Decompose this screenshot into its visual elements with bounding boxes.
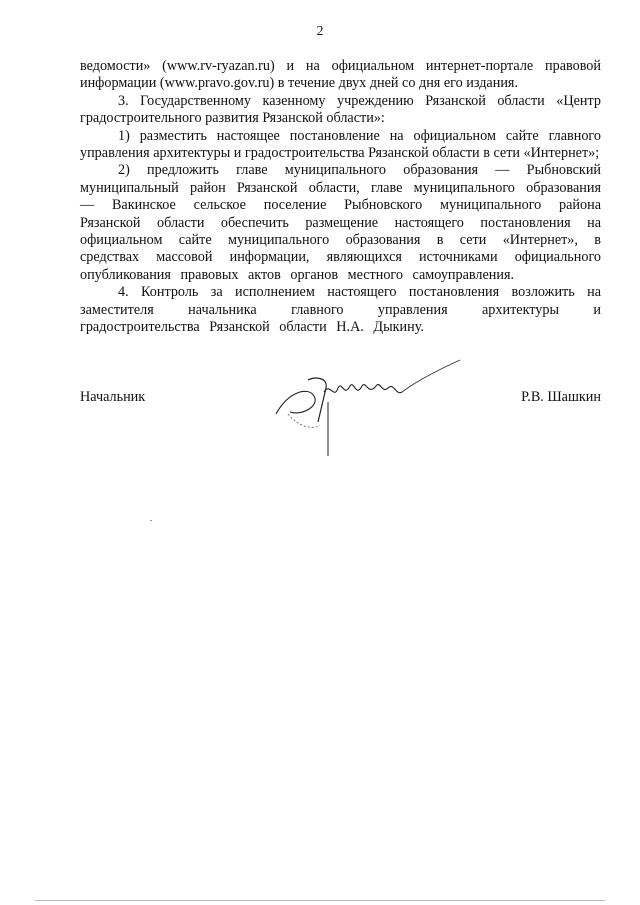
page-number: 2 bbox=[316, 24, 324, 39]
paragraph-continuation: ведомости» (www.rv-ryazan.ru) и на официальном интернет-портале правовой информации (www.pravo.gov.ru) в течение двух дней со дня его издания. bbox=[80, 58, 601, 92]
document-body bbox=[80, 58, 601, 337]
handwritten-signature bbox=[268, 352, 468, 462]
paragraph-item-3: 3. Государственному казенному учреждению Рязанской области «Центр градостроительного развития Рязанской области»: bbox=[80, 92, 601, 127]
signer-name: Р.В. Шашкин bbox=[521, 389, 601, 405]
scan-artifact bbox=[150, 520, 152, 521]
signer-position: Начальник bbox=[80, 389, 146, 405]
paragraph-item-3-2: 2) предложить главе муниципального образования — Рыбновский муниципальный район Рязанской области, главе муниципального образования — Вакинское сельское поселение Рыбновского муниципального района Рязанской области обеспечить размещение настоящего постановления на официальном сайте муниципального образования в сети «Интернет», в средствах массовой информации, являющихся источниками официального опубликования правовых актов органов местного самоуправления. bbox=[80, 162, 601, 283]
scan-edge-line bbox=[35, 900, 605, 901]
paragraph-item-3-1: 1) разместить настоящее постановление на официальном сайте главного управления архитектуры и градостроительства Рязанской области в сети «Интернет»; bbox=[80, 127, 601, 162]
paragraph-item-4: 4. Контроль за исполнением настоящего постановления возложить на заместителя начальника главного управления архитектуры и градостроительства Рязанской области Н.А. Дыкину. bbox=[80, 284, 601, 336]
